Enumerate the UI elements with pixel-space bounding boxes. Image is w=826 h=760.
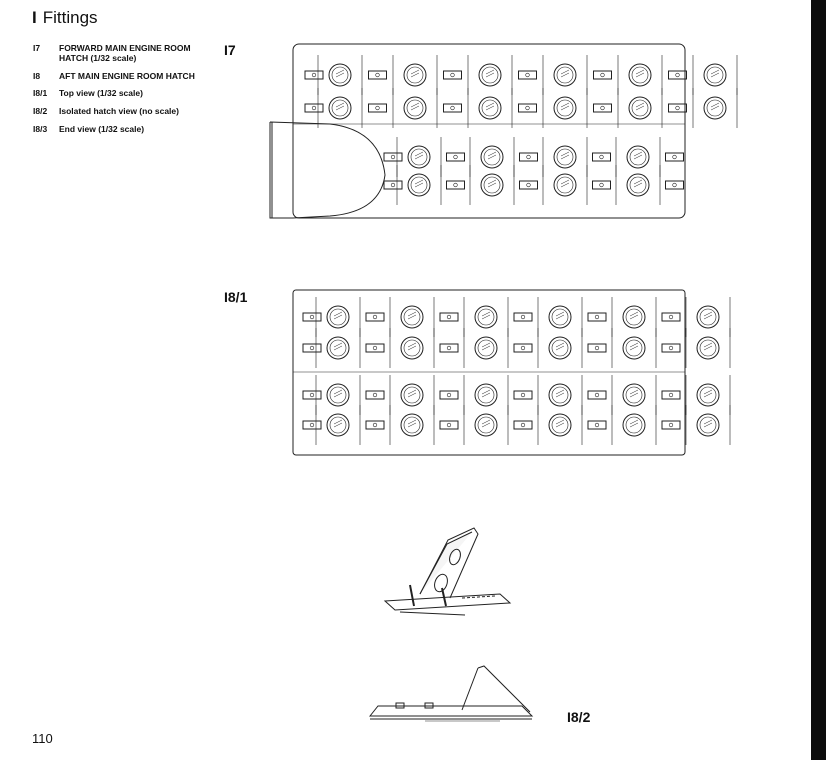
latch [384, 181, 402, 189]
latch-pin [391, 183, 395, 187]
latch-pin [595, 423, 599, 427]
latch [662, 421, 680, 429]
latch-pin [601, 73, 605, 77]
latch [514, 313, 532, 321]
latch [662, 313, 680, 321]
figure-label-i7: I7 [224, 42, 236, 58]
latch-pin [600, 155, 604, 159]
latch-pin [527, 155, 531, 159]
latch [303, 391, 321, 399]
latch-pin [391, 155, 395, 159]
latch [369, 104, 387, 112]
i8-3-base [385, 594, 510, 610]
latch-pin [676, 106, 680, 110]
latch [669, 104, 687, 112]
latch-pin [595, 393, 599, 397]
drawing-i8-2-side-view [370, 666, 532, 721]
figure-label-i8-1: I8/1 [224, 289, 248, 305]
latch [366, 344, 384, 352]
latch [588, 391, 606, 399]
latch-pin [595, 315, 599, 319]
latch-pin [521, 315, 525, 319]
latch [366, 391, 384, 399]
latch-pin [454, 155, 458, 159]
latch [303, 344, 321, 352]
latch-pin [669, 315, 673, 319]
page-number: 110 [32, 731, 53, 746]
i7-flap [270, 122, 385, 218]
i8-3-base-shadow [400, 612, 465, 615]
i8-3-lid-face [420, 532, 472, 594]
latch [447, 181, 465, 189]
latch [303, 421, 321, 429]
latch [519, 71, 537, 79]
latch-pin [601, 106, 605, 110]
legend-code: I8/3 [33, 123, 48, 134]
latch-pin [669, 346, 673, 350]
latch [440, 421, 458, 429]
legend-text: FORWARD MAIN ENGINE ROOM HATCH (1/32 scale) [59, 43, 191, 63]
legend-code: I7 [33, 43, 41, 53]
latch [305, 71, 323, 79]
latch [444, 71, 462, 79]
latch [444, 104, 462, 112]
latch [594, 71, 612, 79]
latch [440, 344, 458, 352]
legend-code: I8 [33, 70, 41, 81]
latch-pin [451, 73, 455, 77]
latch-pin [310, 346, 314, 350]
latch [514, 344, 532, 352]
i8-2-base [370, 706, 532, 716]
latch [588, 421, 606, 429]
latch-pin [676, 73, 680, 77]
latch [384, 153, 402, 161]
page-edge-bar [811, 0, 826, 760]
latch-pin [310, 315, 314, 319]
latch-pin [526, 106, 530, 110]
latch-pin [521, 346, 525, 350]
latch [514, 391, 532, 399]
legend-text: Top view (1/32 scale) [59, 88, 143, 99]
latch [662, 344, 680, 352]
latch [520, 153, 538, 161]
latch-pin [312, 73, 316, 77]
latch [520, 181, 538, 189]
i8-2-lid-strut [462, 668, 478, 710]
latch [669, 71, 687, 79]
drawing-i7-plan [270, 44, 737, 218]
latch-pin [673, 155, 677, 159]
i7-outline [293, 44, 685, 218]
latch-pin [373, 423, 377, 427]
i7-hatch-grid [305, 55, 737, 205]
drawing-i8-1-plan [293, 290, 730, 455]
latch [588, 344, 606, 352]
latch-pin [521, 393, 525, 397]
latch-pin [376, 73, 380, 77]
figure-label-i8-2: I8/2 [567, 709, 591, 725]
legend-text: Isolated hatch view (no scale) [59, 106, 179, 117]
latch-pin [451, 106, 455, 110]
latch [593, 181, 611, 189]
latch-pin [595, 346, 599, 350]
latch [440, 391, 458, 399]
legend-text: End view (1/32 scale) [59, 123, 145, 134]
section-letter: I [32, 8, 37, 27]
latch-pin [526, 73, 530, 77]
i8-2-lid-edge [478, 666, 530, 712]
latch-pin [447, 315, 451, 319]
latch [440, 313, 458, 321]
latch-pin [312, 106, 316, 110]
latch-pin [373, 346, 377, 350]
latch-pin [454, 183, 458, 187]
i8-3-strut-left [410, 585, 414, 606]
latch-pin [521, 423, 525, 427]
latch-pin [310, 423, 314, 427]
latch [594, 104, 612, 112]
latch [662, 391, 680, 399]
latch-pin [376, 106, 380, 110]
latch [519, 104, 537, 112]
latch [369, 71, 387, 79]
latch [593, 153, 611, 161]
latch-pin [310, 393, 314, 397]
i8-1-hatch-grid [303, 297, 730, 445]
latch [514, 421, 532, 429]
latch [447, 153, 465, 161]
latch-pin [447, 393, 451, 397]
legend-text: AFT MAIN ENGINE ROOM HATCH [59, 70, 195, 81]
i8-3-lid [420, 528, 478, 598]
latch-pin [669, 393, 673, 397]
latch-pin [669, 423, 673, 427]
latch-pin [373, 315, 377, 319]
latch-pin [600, 183, 604, 187]
latch-pin [527, 183, 531, 187]
latch [303, 313, 321, 321]
latch-pin [447, 346, 451, 350]
latch [588, 313, 606, 321]
drawing-i8-3-end-view [385, 528, 510, 615]
latch [305, 104, 323, 112]
section-title: Fittings [42, 8, 98, 27]
legend-code: I8/1 [33, 88, 48, 99]
latch-pin [447, 423, 451, 427]
latch [666, 153, 684, 161]
latch [666, 181, 684, 189]
latch [366, 421, 384, 429]
legend-code: I8/2 [33, 106, 48, 117]
latch-pin [373, 393, 377, 397]
latch [366, 313, 384, 321]
latch-pin [673, 183, 677, 187]
